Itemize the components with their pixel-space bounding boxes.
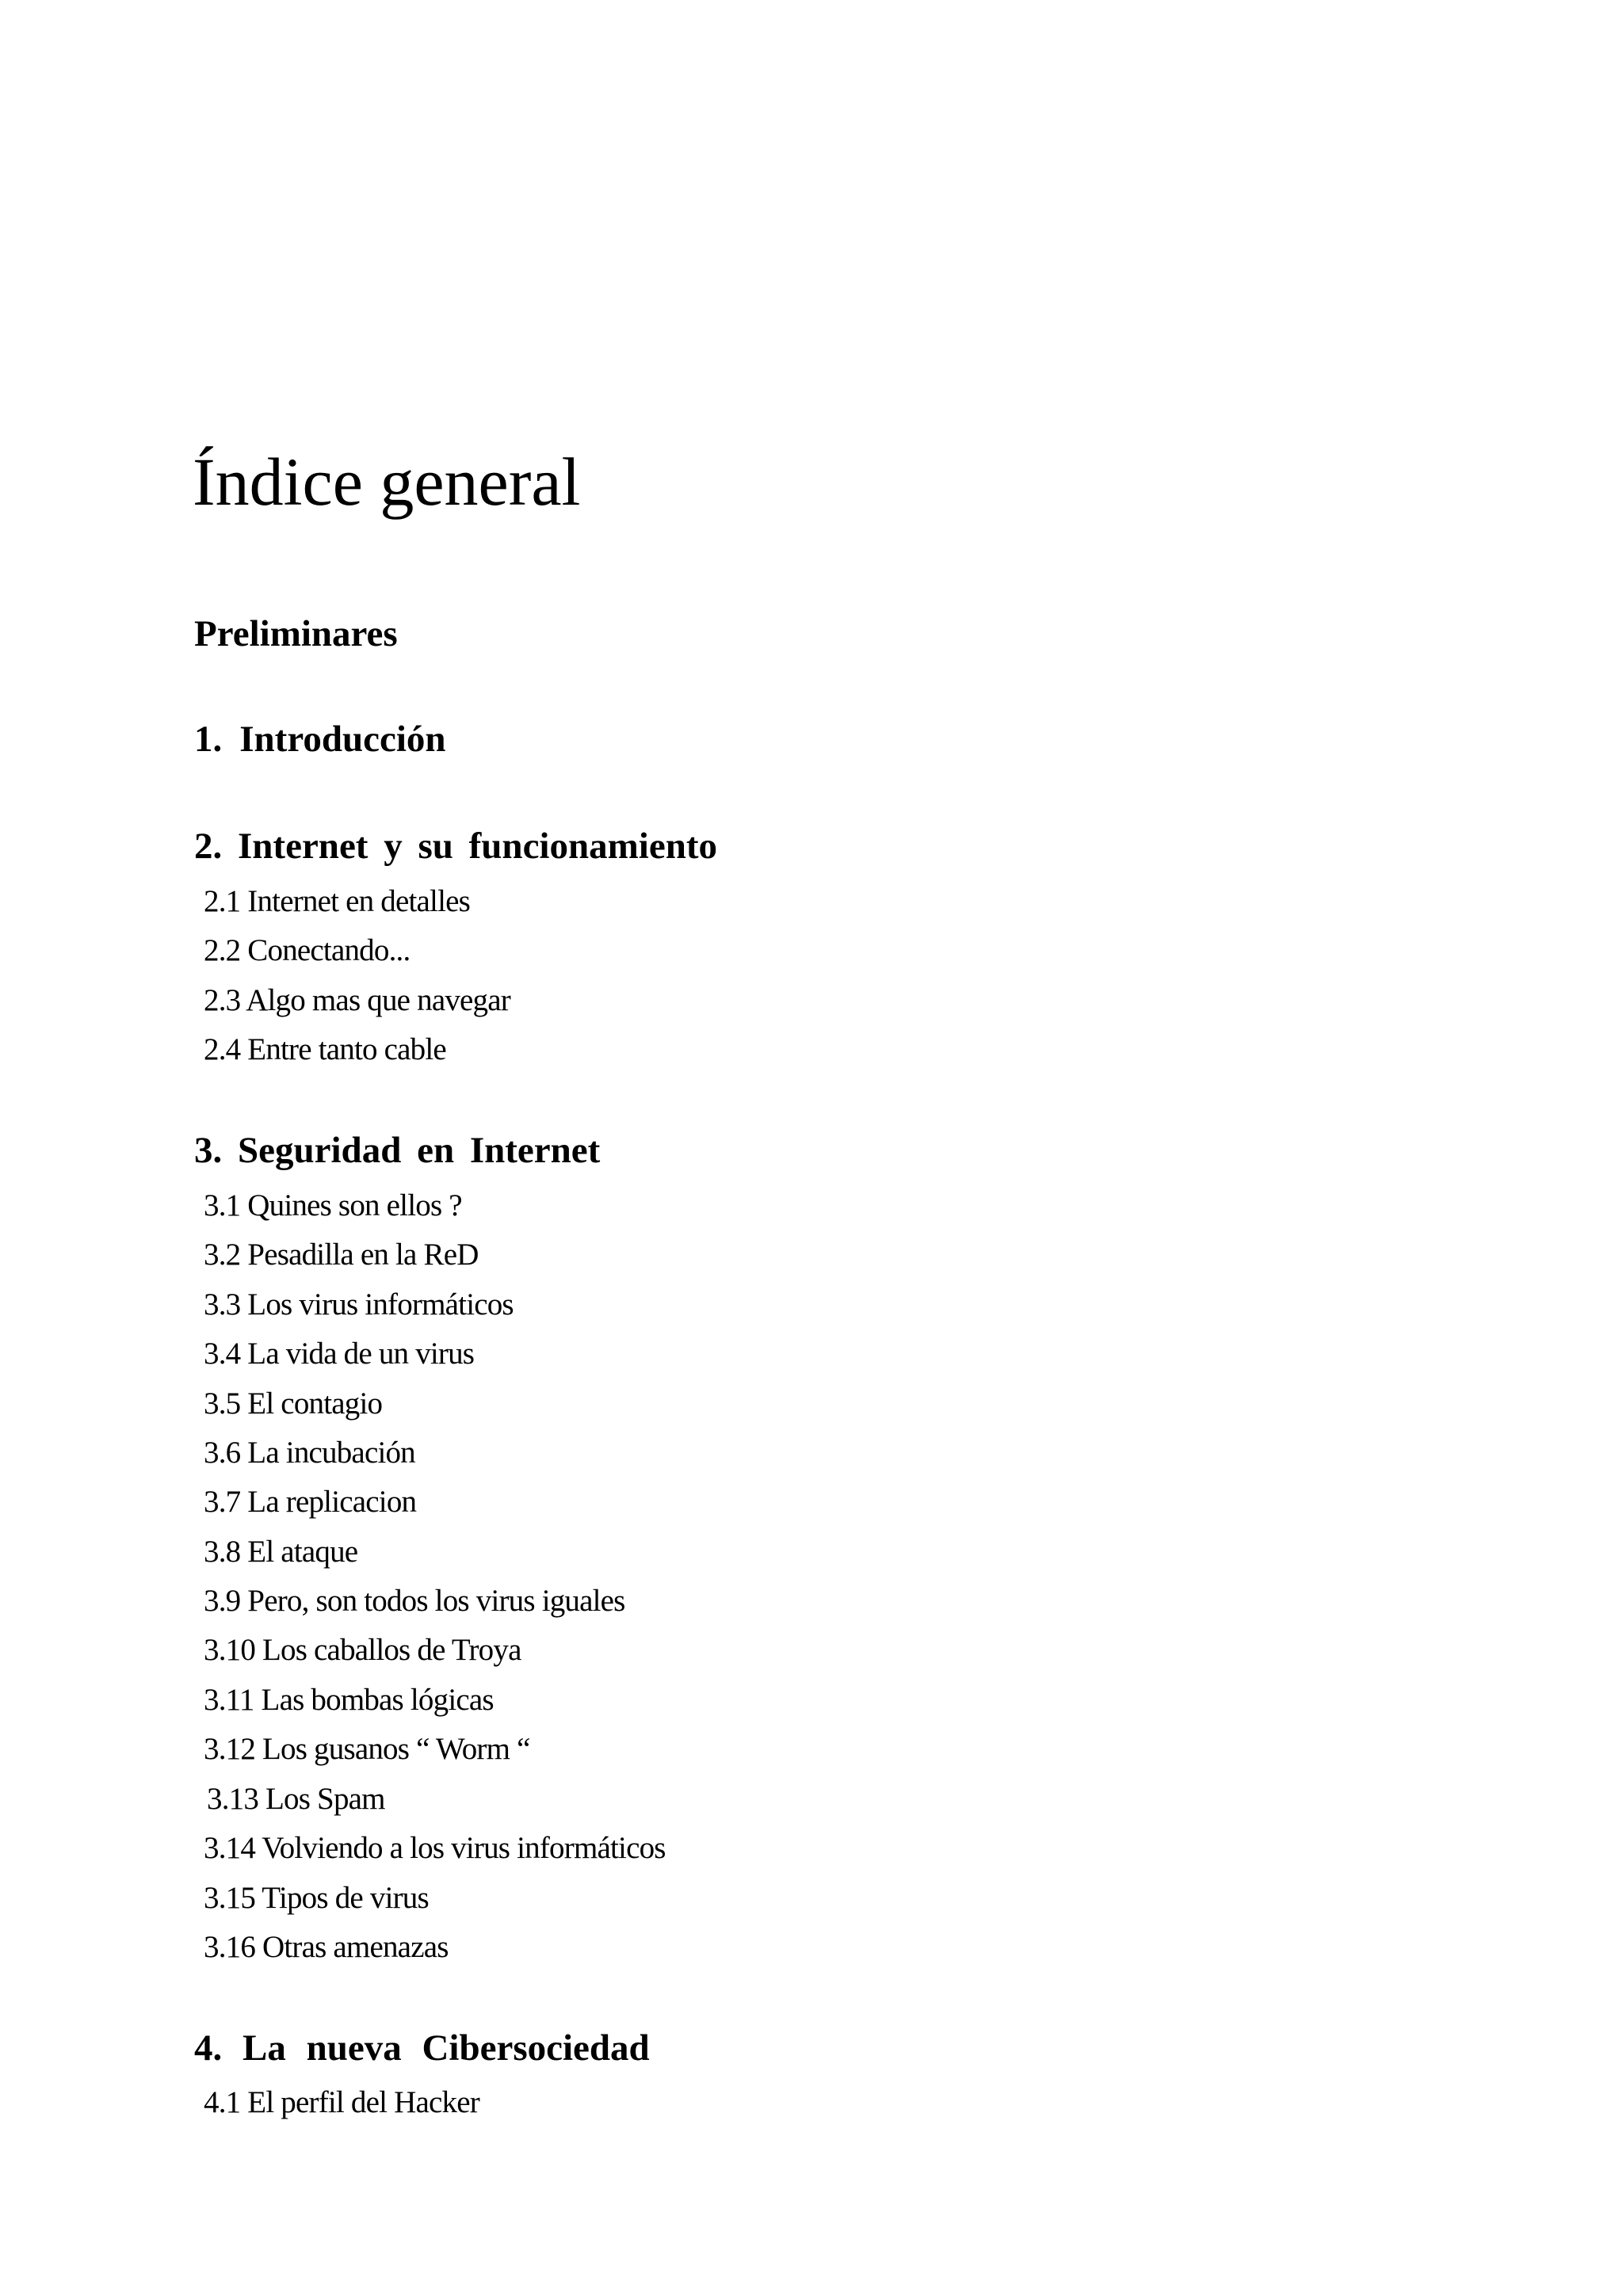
toc-entry-3-12: 3.12 Los gusanos “ Worm “ [204, 1732, 530, 1766]
toc-entry-3-9: 3.9 Pero, son todos los virus iguales [204, 1584, 625, 1618]
toc-entry-3-13: 3.13 Los Spam [207, 1782, 385, 1816]
toc-entry-3-7: 3.7 La replicacion [204, 1485, 417, 1519]
page-title: Índice general [193, 444, 581, 520]
toc-entry-3-2: 3.2 Pesadilla en la ReD [204, 1238, 479, 1272]
toc-entry-4-1: 4.1 El perfil del Hacker [204, 2085, 479, 2119]
toc-entry-3-16: 3.16 Otras amenazas [204, 1930, 449, 1964]
chapter-3-heading: 3. Seguridad en Internet [194, 1130, 601, 1171]
toc-entry-2-4: 2.4 Entre tanto cable [204, 1032, 446, 1066]
toc-entry-3-8: 3.8 El ataque [204, 1535, 358, 1569]
toc-entry-2-1: 2.1 Internet en detalles [204, 884, 470, 918]
toc-entry-3-15: 3.15 Tipos de virus [204, 1881, 429, 1915]
chapter-1-number: 1. [194, 719, 223, 760]
chapter-1-heading [194, 721, 446, 758]
chapter-1-title: Introducción [239, 719, 446, 760]
toc-entry-2-2: 2.2 Conectando... [204, 933, 411, 967]
toc-entry-2-3: 2.3 Algo mas que navegar [204, 983, 510, 1017]
chapter-2-heading: 2. Internet y su funcionamiento [194, 826, 717, 867]
toc-entry-3-5: 3.5 El contagio [204, 1386, 383, 1421]
toc-entry-3-6: 3.6 La incubación [204, 1436, 415, 1470]
section-preliminares: Preliminares [194, 613, 398, 654]
toc-entry-3-10: 3.10 Los caballos de Troya [204, 1633, 521, 1667]
toc-entry-3-4: 3.4 La vida de un virus [204, 1337, 475, 1371]
chapter-4-heading: 4. La nueva Cibersociedad [194, 2027, 650, 2069]
toc-entry-3-1: 3.1 Quines son ellos ? [204, 1188, 462, 1222]
toc-entry-3-11: 3.11 Las bombas lógicas [204, 1683, 494, 1717]
toc-entry-3-3: 3.3 Los virus informáticos [204, 1287, 514, 1322]
toc-entry-3-14: 3.14 Volviendo a los virus informáticos [204, 1831, 666, 1865]
